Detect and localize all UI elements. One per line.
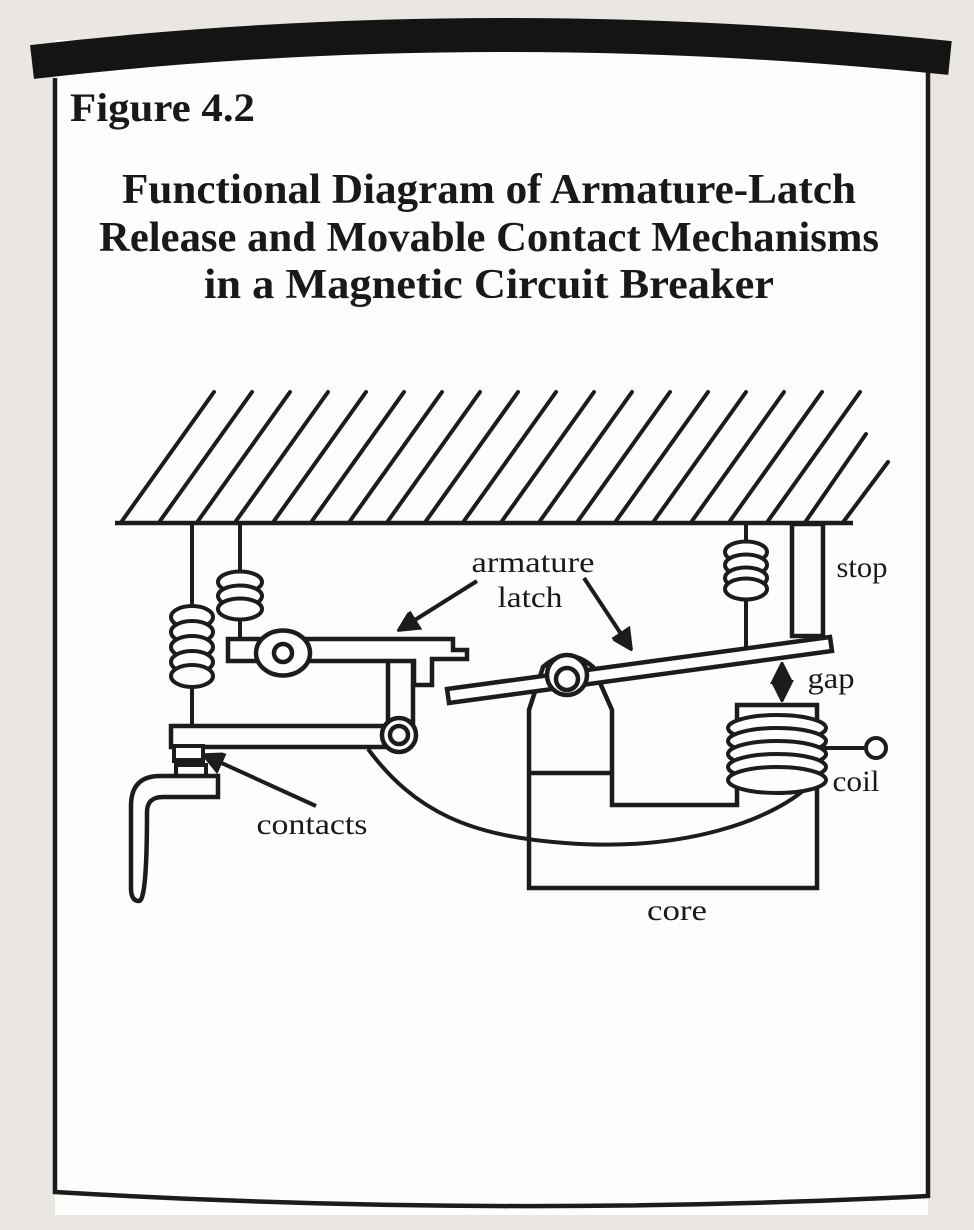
label-contacts: contacts bbox=[256, 808, 368, 841]
armature-pivot-hole bbox=[274, 644, 292, 662]
label-stop: stop bbox=[836, 551, 888, 584]
contact-arm-spring bbox=[171, 606, 213, 687]
label-core: core bbox=[647, 894, 707, 927]
title-line-3: in a Magnetic Circuit Breaker bbox=[204, 262, 774, 308]
contact-arm-pivot-hole bbox=[390, 726, 408, 744]
electromagnet-coil bbox=[728, 715, 826, 793]
label-gap: gap bbox=[807, 662, 855, 695]
title-line-1: Functional Diagram of Armature-Latch bbox=[122, 167, 856, 213]
coil-terminal bbox=[866, 738, 886, 758]
movable-contact-arm bbox=[171, 726, 397, 747]
label-coil: coil bbox=[832, 765, 880, 798]
latch-spring bbox=[725, 542, 767, 600]
label-armature: armature bbox=[471, 546, 595, 579]
stop-block bbox=[792, 524, 823, 636]
latch-pivot-hole bbox=[556, 668, 578, 690]
title-line-2: Release and Movable Contact Mechanisms bbox=[99, 215, 879, 261]
label-latch: latch bbox=[497, 581, 563, 614]
armature-spring bbox=[218, 572, 262, 620]
figure-label: Figure 4.2 bbox=[70, 85, 255, 130]
